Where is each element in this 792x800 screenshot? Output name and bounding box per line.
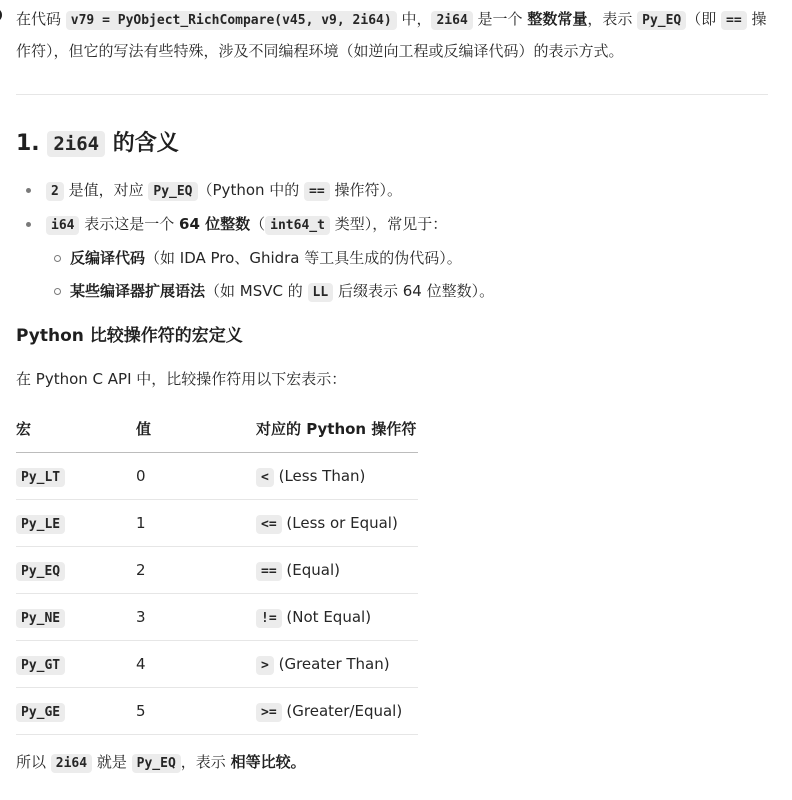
- inline-code: 2i64: [51, 754, 92, 773]
- inline-code: 2i64: [431, 11, 472, 30]
- list-text: （Python 中的: [197, 181, 305, 199]
- summary-text: 就是: [92, 753, 132, 771]
- heading-number: 1.: [16, 131, 48, 156]
- column-header: 值: [136, 406, 256, 453]
- bullet-list: [16, 174, 756, 309]
- inline-code: Py_EQ: [637, 11, 686, 30]
- table-row: [16, 500, 418, 547]
- list-text: （如 MSVC 的: [205, 282, 308, 300]
- summary-text: 所以: [16, 753, 51, 771]
- operator-desc: (Less or Equal): [281, 513, 398, 532]
- macro-code: Py_LE: [16, 515, 65, 534]
- summary-text: ，表示: [180, 753, 231, 771]
- inline-code: LL: [308, 283, 334, 302]
- value-cell: 2: [136, 547, 256, 594]
- inline-code: Py_EQ: [132, 754, 181, 773]
- list-text: 表示这是一个: [79, 215, 180, 233]
- macro-code: Py_EQ: [16, 562, 65, 581]
- section-heading: [16, 128, 179, 160]
- summary-paragraph: [16, 747, 306, 779]
- column-header: 对应的 Python 操作符: [256, 406, 418, 453]
- operator-code: >: [256, 656, 274, 675]
- inline-code: Py_EQ: [148, 182, 197, 201]
- operator-desc: (Equal): [281, 560, 340, 579]
- operator-code: >=: [256, 703, 282, 722]
- macro-cell: [16, 594, 136, 641]
- macro-code: Py_GE: [16, 703, 65, 722]
- sub-list: [46, 242, 756, 309]
- intro-text: ，表示: [587, 10, 638, 28]
- heading-code: 2i64: [47, 131, 105, 157]
- list-text: （: [250, 215, 266, 233]
- intro-text: 中，: [396, 10, 432, 28]
- bold-text: 某些编译器扩展语法: [70, 282, 206, 300]
- operator-code: !=: [256, 609, 282, 628]
- table-row: [16, 453, 418, 500]
- subsection-heading: Python 比较操作符的宏定义: [16, 326, 243, 346]
- inline-code: 2: [46, 182, 64, 201]
- list-item: [16, 174, 756, 208]
- macro-cell: [16, 547, 136, 594]
- value-cell: 4: [136, 641, 256, 688]
- divider: [16, 94, 768, 95]
- value-cell: 3: [136, 594, 256, 641]
- bold-text: 反编译代码: [70, 249, 146, 267]
- intro-text: 操作符），但它的写法有些特殊，涉及不同编程环境（如逆向工程或反编译代码）的表示方式。: [16, 10, 767, 60]
- table-row: [16, 594, 418, 641]
- operator-desc: (Less Than): [273, 466, 366, 485]
- operator-cell: [256, 547, 418, 594]
- operator-cell: [256, 594, 418, 641]
- paragraph: 在 Python C API 中，比较操作符用以下宏表示：: [16, 370, 347, 388]
- operator-desc: (Not Equal): [281, 607, 372, 626]
- macro-cell: [16, 688, 136, 735]
- intro-text: （即: [686, 10, 722, 28]
- list-text: 操作符）。: [329, 181, 402, 199]
- operator-desc: (Greater/Equal): [281, 701, 403, 720]
- value-cell: 1: [136, 500, 256, 547]
- inline-code: v79 = PyObject_RichCompare(v45, v9, 2i64): [66, 11, 397, 30]
- table-row: [16, 688, 418, 735]
- sub-list-item: [46, 242, 756, 275]
- bold-text: 64 位整数: [179, 215, 251, 233]
- operator-cell: [256, 500, 418, 547]
- operator-desc: (Greater Than): [273, 654, 390, 673]
- value-cell: 0: [136, 453, 256, 500]
- list-item: [16, 208, 756, 309]
- operator-cell: [256, 688, 418, 735]
- inline-code: ==: [721, 11, 747, 30]
- macro-code: Py_NE: [16, 609, 65, 628]
- macro-table: [16, 406, 418, 735]
- inline-code: int64_t: [265, 216, 330, 235]
- macro-code: Py_LT: [16, 468, 65, 487]
- intro-paragraph: [16, 4, 776, 66]
- column-header: 宏: [16, 406, 136, 453]
- operator-code: <=: [256, 515, 282, 534]
- operator-cell: [256, 641, 418, 688]
- list-text: 后缀表示 64 位整数）。: [333, 282, 495, 300]
- list-text: 类型），常见于：: [329, 215, 448, 233]
- operator-code: <: [256, 468, 274, 487]
- list-text: 是值，对应: [63, 181, 149, 199]
- table-row: [16, 547, 418, 594]
- inline-code: i64: [46, 216, 79, 235]
- inline-code: ==: [304, 182, 330, 201]
- macro-cell: [16, 500, 136, 547]
- operator-code: ==: [256, 562, 282, 581]
- sub-list-item: [46, 275, 756, 309]
- bold-text: 整数常量: [527, 10, 588, 28]
- heading-text: 的含义: [105, 131, 179, 156]
- intro-text: 在代码: [16, 10, 66, 28]
- operator-cell: [256, 453, 418, 500]
- table-row: [16, 641, 418, 688]
- list-text: （如 IDA Pro、Ghidra 等工具生成的伪代码）。: [145, 249, 462, 267]
- bold-text: 相等比较。: [230, 753, 306, 771]
- macro-code: Py_GT: [16, 656, 65, 675]
- value-cell: 5: [136, 688, 256, 735]
- table-header-row: [16, 406, 418, 453]
- macro-cell: [16, 453, 136, 500]
- intro-text: 是一个: [472, 10, 528, 28]
- scroll-marker-icon: [0, 8, 2, 22]
- macro-cell: [16, 641, 136, 688]
